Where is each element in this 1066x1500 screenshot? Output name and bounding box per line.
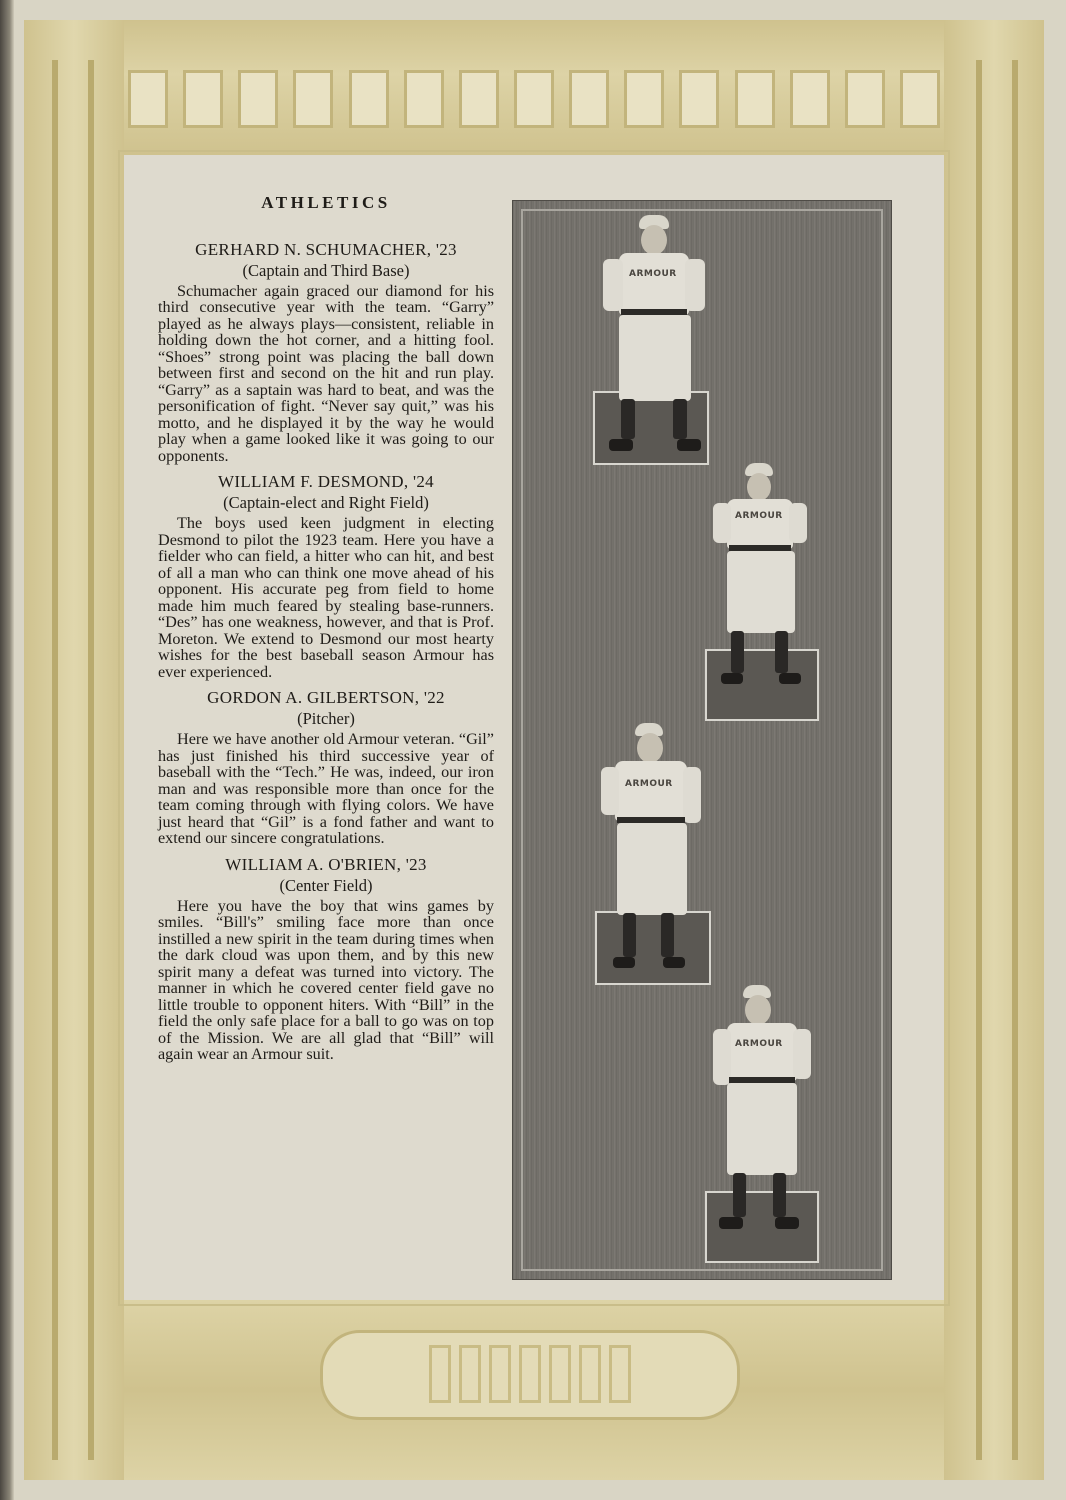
player-entry [158, 855, 494, 1063]
player-position: (Captain-elect and Right Field) [223, 493, 429, 512]
player-entry [158, 472, 494, 680]
jersey-lettering: ARMOUR [629, 269, 677, 279]
player-position: (Captain and Third Base) [242, 260, 410, 280]
player-position: (Pitcher) [297, 709, 355, 728]
player-name: GORDON A. GILBERTSON, '22 [207, 688, 445, 707]
ornament-left-rail-inner [88, 60, 94, 1460]
section-title: ATHLETICS [261, 193, 391, 212]
player-entry [158, 688, 494, 847]
article-column [158, 195, 494, 1071]
player-photo-schumacher [591, 211, 791, 466]
photo-inset-ground [705, 1191, 819, 1263]
player-bio: Here we have another old Armour veteran. “Gil” has just finished his third successive year of baseball with the “Tech.” He was, indeed, our iron man and was responsible more than once for the team coming through with flying colors. We have just heard that “Gil” is a fond father and want to extend our sincere congratulations. [158, 730, 494, 847]
player-entry [158, 240, 494, 465]
ornament-right-rail-inner [976, 60, 982, 1460]
player-photo-gilbertson [595, 723, 745, 988]
player-bio: Here you have the boy that wins games by smiles. “Bill's” smiling face more than once instilled a new spirit in the team during times when the dark cloud was upon them, and by this new spirit many a defeat was turned into victory. The manner in which he covered center field gave no little trouble to opponent hiters. With “Bill” in the field the only safe place for a ball to go was on top of the Mission. We are all glad that “Bill” will again wear an Armour suit. [158, 896, 494, 1063]
ornament-left-rail [52, 60, 58, 1460]
jersey-lettering: ARMOUR [735, 1039, 783, 1049]
player-name: WILLIAM A. O'BRIEN, '23 [225, 854, 427, 874]
photo-inset-ground [593, 391, 709, 465]
jersey-lettering: ARMOUR [735, 511, 783, 521]
ornament-right-column [944, 20, 1044, 1480]
ornament-left-column [24, 20, 124, 1480]
player-name: WILLIAM F. DESMOND, '24 [218, 472, 434, 491]
ornament-top-panels [128, 70, 940, 130]
ornament-right-rail [1012, 60, 1018, 1460]
player-bio: The boys used keen judgment in electing Desmond to pilot the 1923 team. Here you have a fielder who can field, a hitter who can hit, and best of all a man who can think one move ahead of his opponent. His accurate peg from field to home made him much feared by stealing base-runners. “Des” has one weakness, however, and that is Prof. Moreton. We extend to Desmond our most hearty wishes for the best baseball season Armour has ever experienced. [158, 514, 494, 681]
jersey-lettering: ARMOUR [625, 779, 673, 789]
player-position: (Center Field) [279, 875, 373, 895]
photo-montage [512, 200, 892, 1280]
binding-shadow [0, 0, 14, 1500]
photo-inset-ground [705, 649, 819, 721]
photo-inset-ground [595, 911, 711, 985]
player-photo-desmond [705, 463, 835, 723]
ornament-bottom-lettering [420, 1345, 640, 1405]
player-name: GERHARD N. SCHUMACHER, '23 [195, 239, 457, 259]
player-photo-obrien [705, 985, 835, 1263]
player-bio: Schumacher again graced our diamond for his third consecutive year with the team. “Garry” played as he always plays—consistent, reliable in holding down the hot corner, and a hitting fool. “Shoes” strong point was placing the ball down between first and second on the hit and run play. “Garry” as a saptain was hard to beat, and was the personification of fight. “Never say quit,” was his motto, and he displayed it by the way he would play when a game looked like it was going to our opponents. [158, 281, 494, 465]
